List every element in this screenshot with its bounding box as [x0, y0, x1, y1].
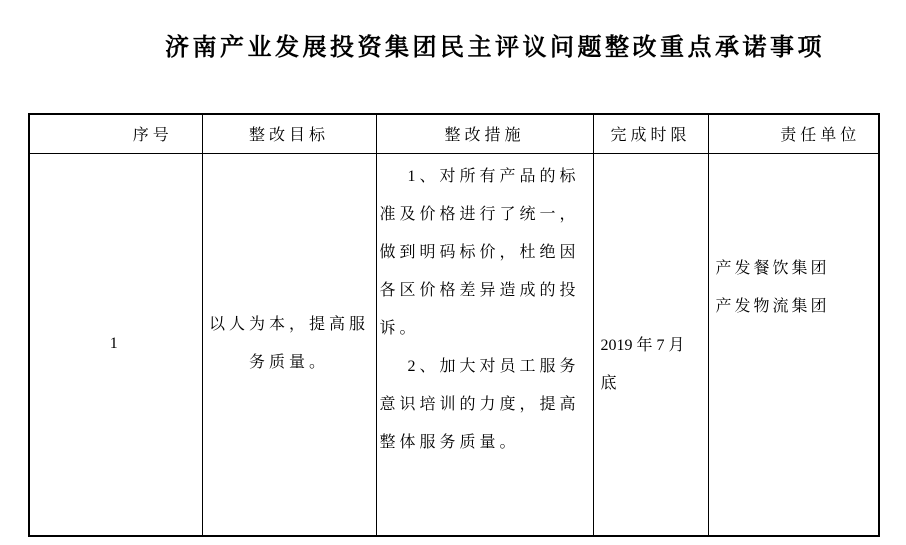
- cell-rectification-measures: [376, 153, 593, 536]
- cell-serial-number: 1: [29, 153, 202, 536]
- header-rectification-goal: [202, 114, 376, 153]
- document-title: 济南产业发展投资集团民主评议问题整改重点承诺事项: [165, 35, 825, 61]
- table-header-row: [29, 114, 879, 153]
- header-rectification-measures: [376, 114, 593, 153]
- header-serial-number: [29, 114, 202, 153]
- commitments-table: [28, 113, 880, 537]
- responsible-unit-line-2: 产发物流集团: [715, 297, 830, 315]
- table-row: [29, 153, 879, 536]
- header-completion-deadline-label: 完成时限: [610, 127, 691, 145]
- measure-paragraph-2: 2、加大对员工服务意识培训的力度，提高整体服务质量。: [379, 357, 580, 451]
- header-rectification-measures-label: 整改措施: [444, 127, 525, 145]
- header-completion-deadline: [593, 114, 708, 153]
- cell-rectification-goal: [202, 153, 376, 536]
- measure-paragraph-1: 1、对所有产品的标准及价格进行了统一，做到明码标价，杜绝因各区价格差异造成的投诉。: [379, 167, 580, 337]
- responsible-unit-line-1: 产发餐饮集团: [715, 259, 830, 277]
- header-responsible-unit: [708, 114, 879, 153]
- header-serial-number-label: 序号: [132, 127, 173, 145]
- rectification-goal-text: 以人为本，提高服务质量。: [208, 316, 369, 372]
- cell-completion-deadline: [593, 153, 708, 536]
- header-responsible-unit-label: 责任单位: [780, 127, 861, 145]
- header-rectification-goal-label: 整改目标: [248, 127, 329, 145]
- cell-responsible-units: [708, 153, 879, 536]
- completion-deadline-text: 2019 年 7 月底: [600, 336, 685, 392]
